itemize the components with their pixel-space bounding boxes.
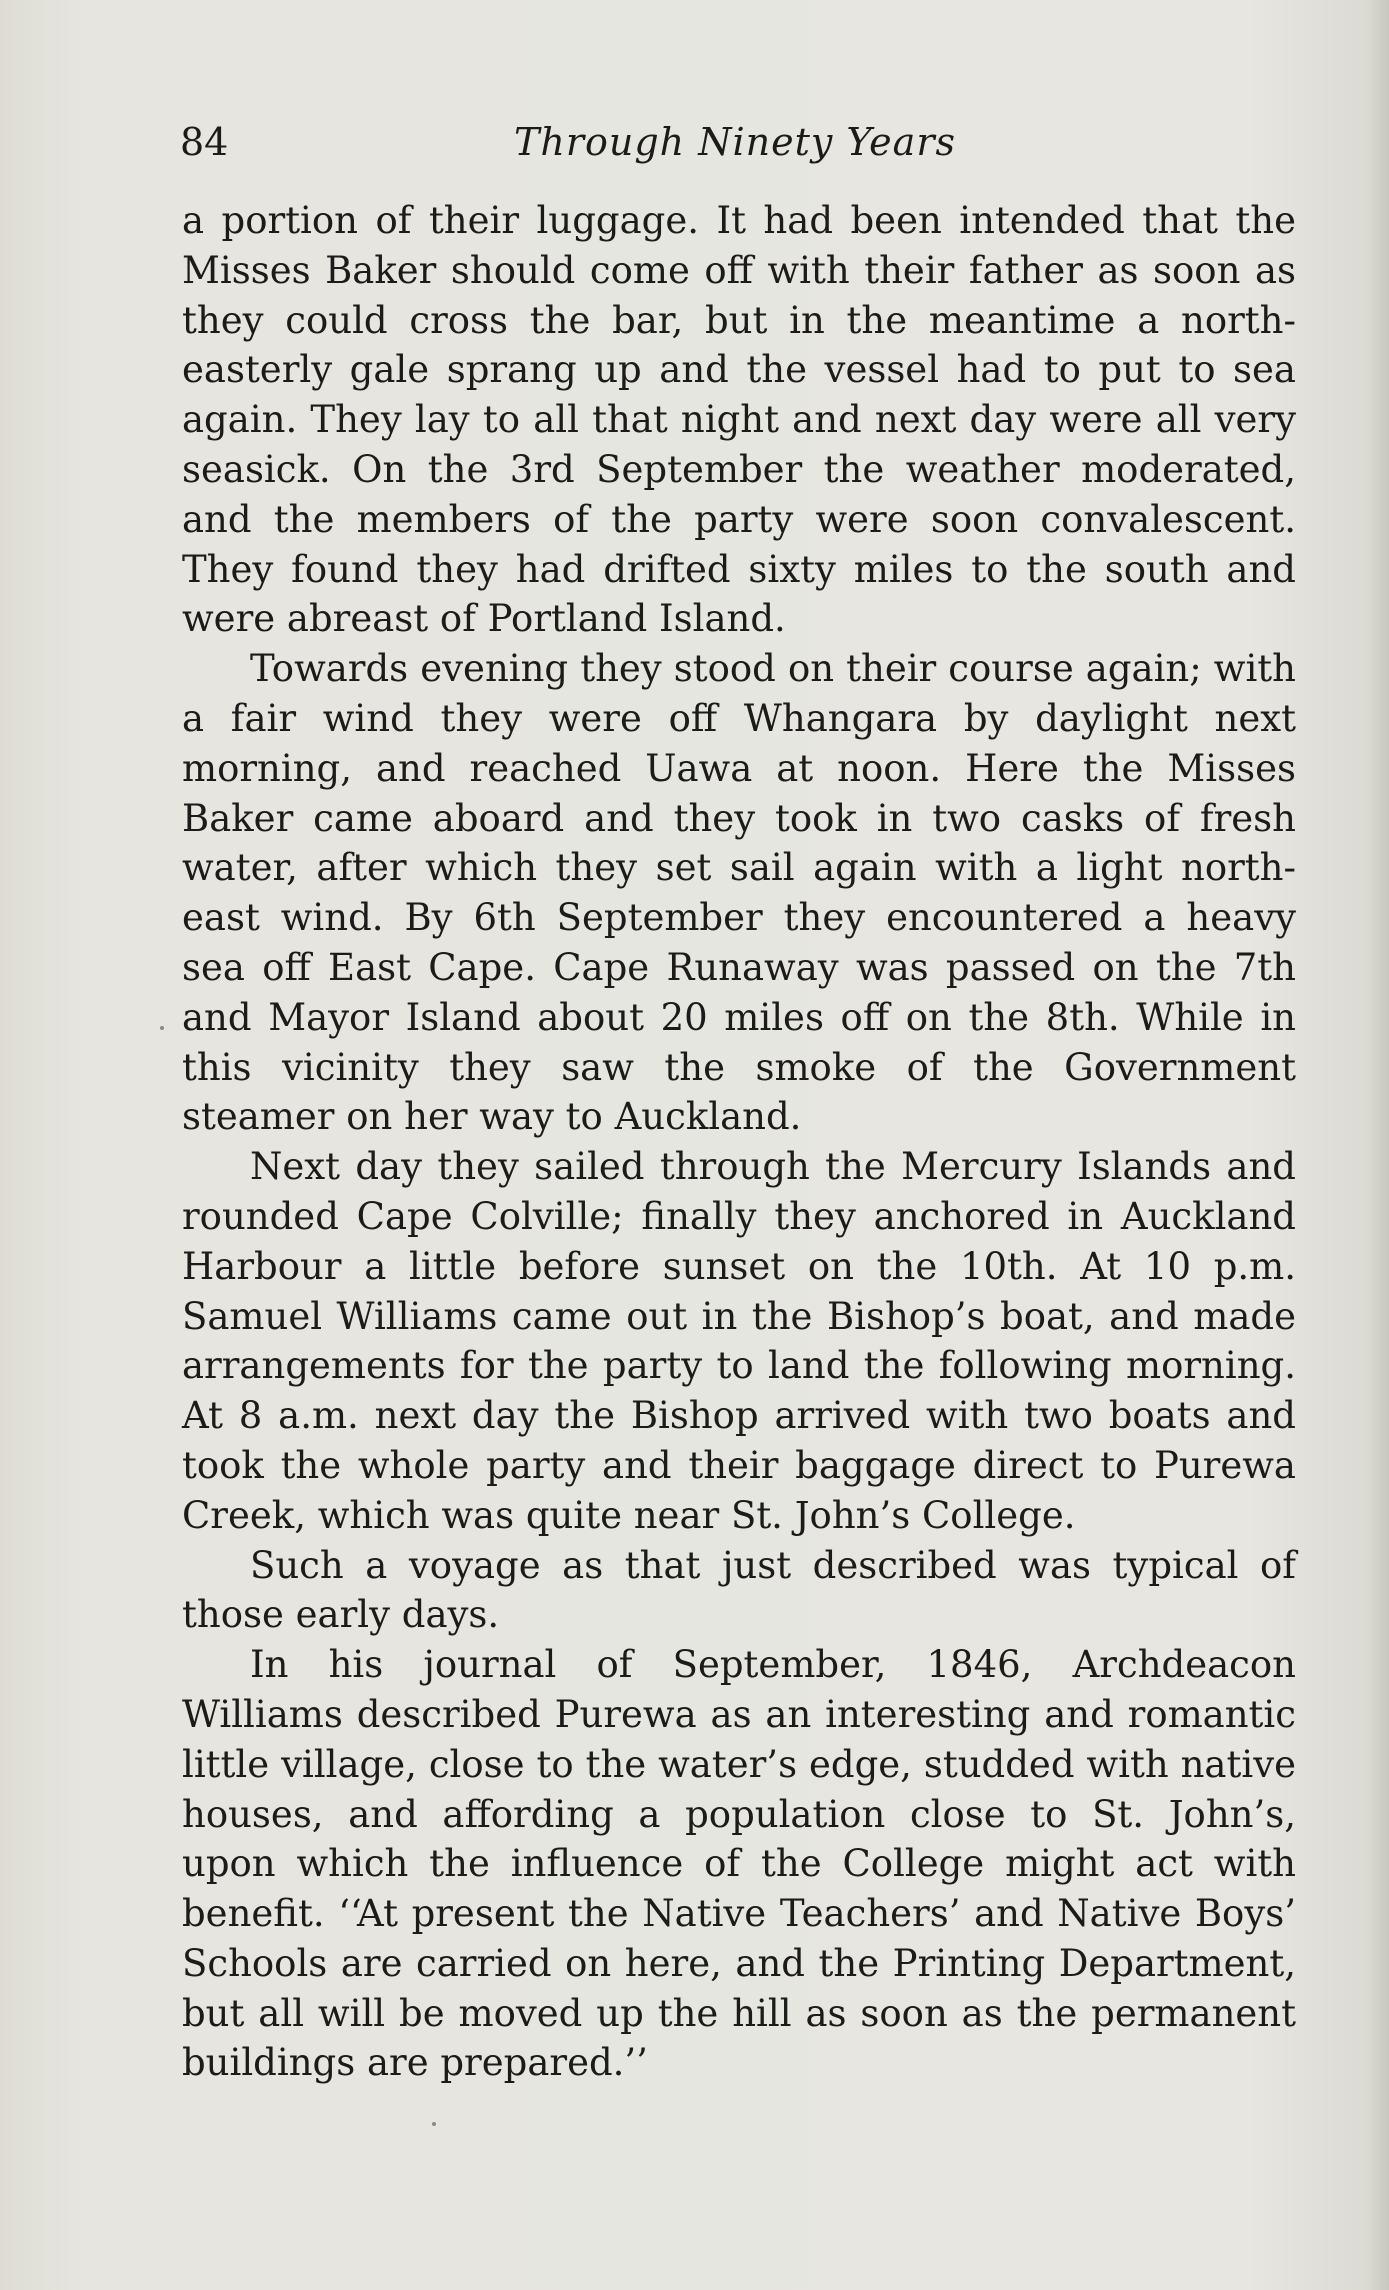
- paragraph: a portion of their luggage. It had been intended that the Misses Baker should come off with their father as soon as they could cross the bar, but in the meantime a north-easterly gale sprang up and the vessel had to put to sea again. They lay to all that night and next day were all very seasick. On the 3rd September the weather moderated, and the members of the party were soon convalescent. They found they had drifted sixty miles to the south and were abreast of Portland Island.: [182, 199, 1296, 641]
- paragraph: Next day they sailed through the Mercury Islands and rounded Cape Colville; finally they anchored in Auckland Harbour a little before sunset on the 10th. At 10 p.m. Samuel Williams came out in the Bishop’s boat, and made arrangements for the party to land the following morning. At 8 a.m. next day the Bishop arrived with two boats and took the whole party and their baggage direct to Purewa Creek, which was quite near St. John’s College.: [182, 1145, 1296, 1537]
- paragraph: Towards evening they stood on their course again; with a fair wind they were off Whangara by daylight next morning, and reached Uawa at noon. Here the Misses Baker came aboard and they took in two casks of fresh water, after which they set sail again with a light north-east wind. By 6th September they encountered a heavy sea off East Cape. Cape Runaway was passed on the 7th and Mayor Island about 20 miles off on the 8th. While in this vicinity they saw the smoke of the Government steamer on her way to Auckland.: [182, 647, 1296, 1139]
- running-head: [180, 112, 1290, 172]
- margin-speck: [432, 2122, 436, 2126]
- paragraph: In his journal of September, 1846, Archdeacon Williams described Purewa as an interesting and romantic little village, close to the water’s edge, studded with native houses, and affording a population close to St. John’s, upon which the influence of the College might act with benefit. ‘‘At present the Native Teachers’ and Native Boys’ Schools are carried on here, and the Printing Department, but all will be moved up the hill as soon as the permanent buildings are prepared.’’: [182, 1643, 1296, 2085]
- body-text: [182, 196, 1296, 2088]
- page-number: 84: [180, 120, 229, 164]
- running-title: Through Ninety Years: [514, 120, 956, 164]
- margin-speck: [160, 1026, 164, 1030]
- paragraph: Such a voyage as that just described was typical of those early days.: [182, 1543, 1296, 1637]
- page-edge-shadow: [1365, 0, 1389, 2290]
